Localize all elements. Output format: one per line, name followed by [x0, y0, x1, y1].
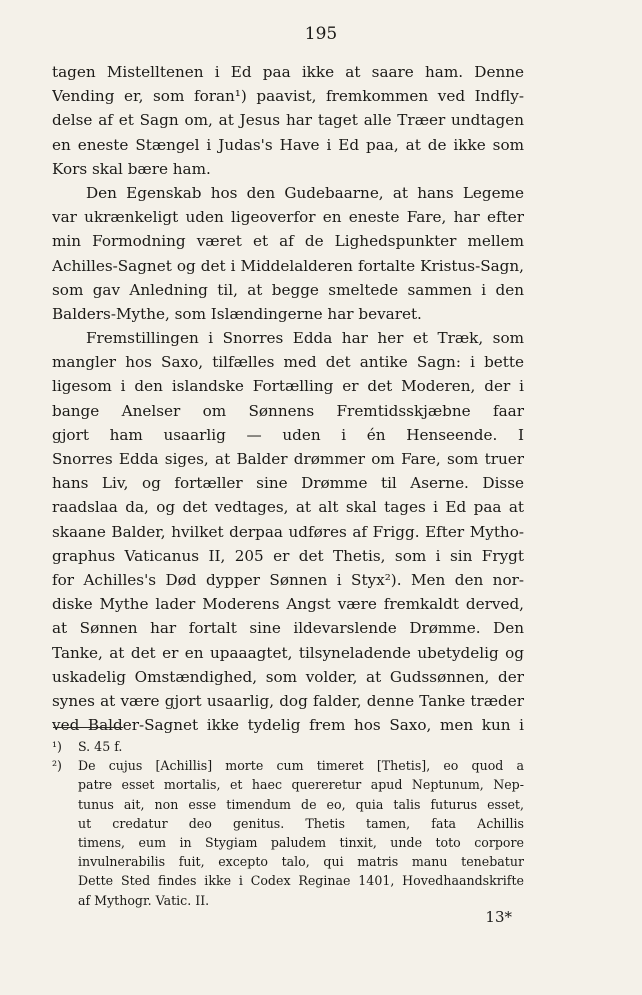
- body-line: Fremstillingen i Snorres Edda har her et Træk, som: [86, 329, 524, 348]
- body-line: diske Mythe lader Moderens Angst være fremkaldt derved,: [52, 595, 524, 614]
- body-line: mangler hos Saxo, tilfælles med det antike Sagn: i bette: [52, 353, 524, 372]
- body-line: Tanke, at det er en upaaagtet, tilsyneladende ubetydelig og: [52, 643, 524, 662]
- body-line: delse af et Sagn om, at Jesus har taget alle Træer undtagen: [52, 111, 524, 130]
- body-line: tagen Mistelltenen i Ed paa ikke at saare ham. Denne: [52, 63, 524, 81]
- body-line: min Formodning været et af de Lighedspunkter mellem: [52, 232, 524, 251]
- body-line: Den Egenskab hos den Gudebaarne, at hans Legeme: [86, 183, 524, 202]
- footnote-text: De cujus [Achillis] morte cum timeret [Thetis], eo quod a: [78, 758, 524, 774]
- body-line: ligesom i den islandske Fortælling er det Moderen, der i: [52, 377, 524, 396]
- body-line: gjort ham usaarlig — uden i én Henseende. I: [52, 425, 524, 444]
- footnote-line: patre esset mortalis, et haec quereretur apud Neptunum, Nep-: [78, 777, 524, 793]
- body-line: bange Anelser om Sønnens Fremtidsskjæbne faar: [52, 401, 524, 420]
- body-text: [52, 60, 524, 737]
- body-line: Kors skal bære ham.: [52, 159, 211, 178]
- page-number: 195: [304, 24, 338, 44]
- body-line: Snorres Edda siges, at Balder drømmer om Fare, som truer: [52, 450, 524, 468]
- body-line: ved Balder-Sagnet ikke tydelig frem hos Saxo, men kun i: [52, 716, 524, 735]
- footnote-line: tunus ait, non esse timendum de eo, quia talis futurus esset,: [78, 796, 524, 812]
- footnote-text: S. 45 f.: [78, 739, 123, 754]
- footnote-line: invulnerabilis fuit, excepto talo, qui matris manu tenebatur: [78, 854, 524, 870]
- footnote-1: [52, 737, 524, 756]
- body-line: Vending er, som foran¹) paavist, fremkommen ved Indfly-: [52, 87, 524, 106]
- signature-mark: 13*: [485, 908, 512, 926]
- footnote-line: ut credatur deo genitus. Thetis tamen, fata Achillis: [78, 815, 524, 831]
- body-line: skaane Balder, hvilket derpaa udføres af Frigg. Efter Mytho-: [52, 522, 524, 541]
- body-line: at Sønnen har fortalt sine ildevarslende Drømme. Den: [52, 619, 524, 638]
- body-line: Achilles-Sagnet og det i Middelalderen fortalte Kristus-Sagn,: [52, 256, 524, 275]
- footnote-line: timens, eum in Stygiam paludem tinxit, unde toto corpore: [78, 834, 524, 850]
- footnotes: [52, 737, 524, 910]
- footnote-line: af Mythogr. Vatic. II.: [78, 892, 210, 908]
- body-line: hans Liv, og fortæller sine Drømme til Aserne. Disse: [52, 474, 524, 493]
- body-line: uskadelig Omstændighed, som volder, at Gudssønnen, der: [52, 667, 524, 686]
- body-line: var ukrænkeligt uden ligeoverfor en eneste Fare, har efter: [52, 208, 524, 227]
- body-line: Balders-Mythe, som Islændingerne har bevaret.: [52, 304, 422, 323]
- footnote-divider: [53, 727, 123, 728]
- body-line: graphus Vaticanus II, 205 er det Thetis, som i sin Frygt: [52, 546, 524, 565]
- footnote-marker: ¹): [52, 739, 62, 754]
- footnote-line: Dette Sted findes ikke i Codex Reginae 1401, Hovedhaandskrifte: [78, 873, 524, 889]
- footnote-marker: ²): [52, 758, 62, 774]
- body-line: som gav Anledning til, at begge smeltede sammen i den: [52, 280, 524, 299]
- body-line: for Achilles's Død dypper Sønnen i Styx²). Men den nor-: [52, 570, 524, 589]
- body-line: en eneste Stængel i Judas's Have i Ed paa, at de ikke som: [52, 135, 524, 154]
- body-line: synes at være gjort usaarlig, dog falder, denne Tanke træder: [52, 691, 524, 710]
- footnote-2: [52, 756, 524, 775]
- body-line: raadslaa da, og det vedtages, at alt skal tages i Ed paa at: [52, 498, 524, 517]
